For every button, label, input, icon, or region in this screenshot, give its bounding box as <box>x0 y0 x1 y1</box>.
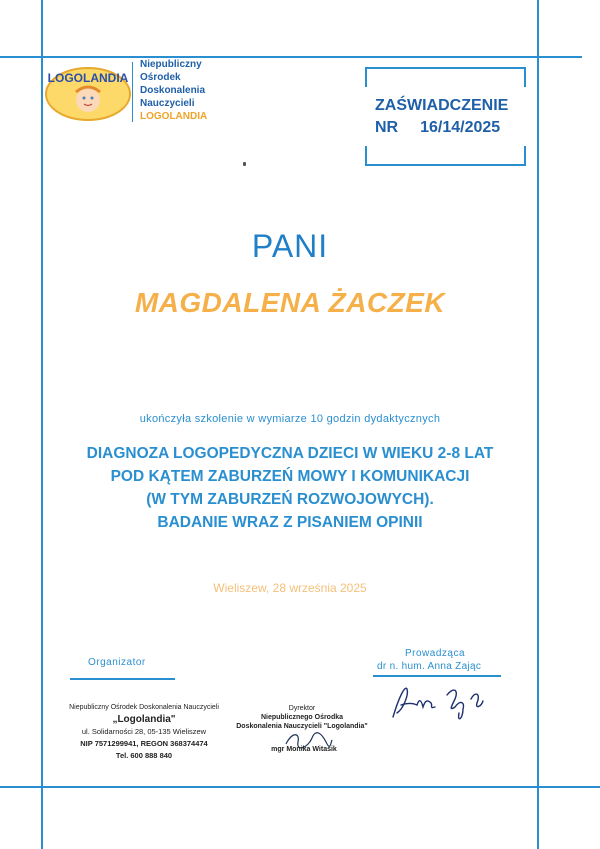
director-stamp-line-1: Dyrektor <box>288 705 316 712</box>
frame-top-line <box>0 56 582 58</box>
cert-box-left-bottom <box>365 146 367 166</box>
org-line-2: Ośrodek <box>140 72 181 83</box>
course-title <box>0 442 580 534</box>
organizer-underline <box>70 678 175 680</box>
lead-name: dr n. hum. Anna Zając <box>377 661 482 672</box>
director-stamp-line-3: Doskonalenia Nauczycieli "Logolandia" <box>236 723 368 730</box>
org-line-3: Doskonalenia <box>140 85 206 96</box>
director-stamp <box>232 704 372 731</box>
organization-stamp <box>60 702 228 762</box>
logo-text: LOGOLANDIA <box>47 71 129 85</box>
org-name-accent: LOGOLANDIA <box>140 111 208 122</box>
course-line-2: POD KĄTEM ZABURZEŃ MOWY I KOMUNIKACJI <box>110 468 470 485</box>
director-stamp-line-2: Niepublicznego Ośrodka <box>260 714 344 721</box>
org-stamp-line-5: Tel. 600 888 840 <box>115 751 173 760</box>
organization-name <box>140 58 207 123</box>
org-stamp-line-1: Niepubliczny Ośrodek Doskonalenia Nauczycieli <box>69 704 219 711</box>
training-intro: ukończyła szkolenie w wymiarze 10 godzin dydaktycznych <box>139 413 441 425</box>
certificate-nr-value: 16/14/2025 <box>420 119 501 136</box>
course-line-4: BADANIE WRAZ Z PISANIEM OPINII <box>157 514 423 531</box>
ink-mark <box>243 162 246 166</box>
recipient-name: MAGDALENA ŻACZEK <box>134 287 446 318</box>
cert-box-top <box>366 67 526 69</box>
lead-signature <box>385 677 495 727</box>
cert-box-bottom <box>366 164 526 166</box>
cert-box-left-top <box>365 67 367 87</box>
lead-label: Prowadząca <box>405 648 466 659</box>
place-date: Wieliszew, 28 września 2025 <box>213 581 367 595</box>
logo <box>44 66 132 122</box>
certificate-nr-label: NR <box>375 119 399 136</box>
salutation: PANI <box>251 228 329 264</box>
frame-bottom-line <box>0 786 600 788</box>
certificate-title: ZAŚWIADCZENIE <box>375 97 509 114</box>
certificate-header <box>375 95 508 139</box>
cert-box-right-bottom <box>524 146 526 166</box>
organizer-label: Organizator <box>88 657 146 668</box>
logo-divider-line <box>132 62 133 122</box>
org-line-4: Nauczycieli <box>140 98 195 109</box>
director-name: mgr Monika Witasik <box>271 746 337 753</box>
org-stamp-line-3: ul. Solidarności 28, 05-135 Wieliszew <box>81 727 207 736</box>
org-stamp-line-2: „Logolandia" <box>112 714 176 725</box>
course-line-1: DIAGNOZA LOGOPEDYCZNA DZIECI W WIEKU 2-8 LAT <box>86 445 494 462</box>
org-line-1: Niepubliczny <box>140 59 202 70</box>
cert-box-right-top <box>524 67 526 87</box>
course-line-3: (W TYM ZABURZEŃ ROZWOJOWYCH). <box>146 491 434 508</box>
org-stamp-line-4: NIP 7571299941, REGON 368374474 <box>80 739 208 748</box>
